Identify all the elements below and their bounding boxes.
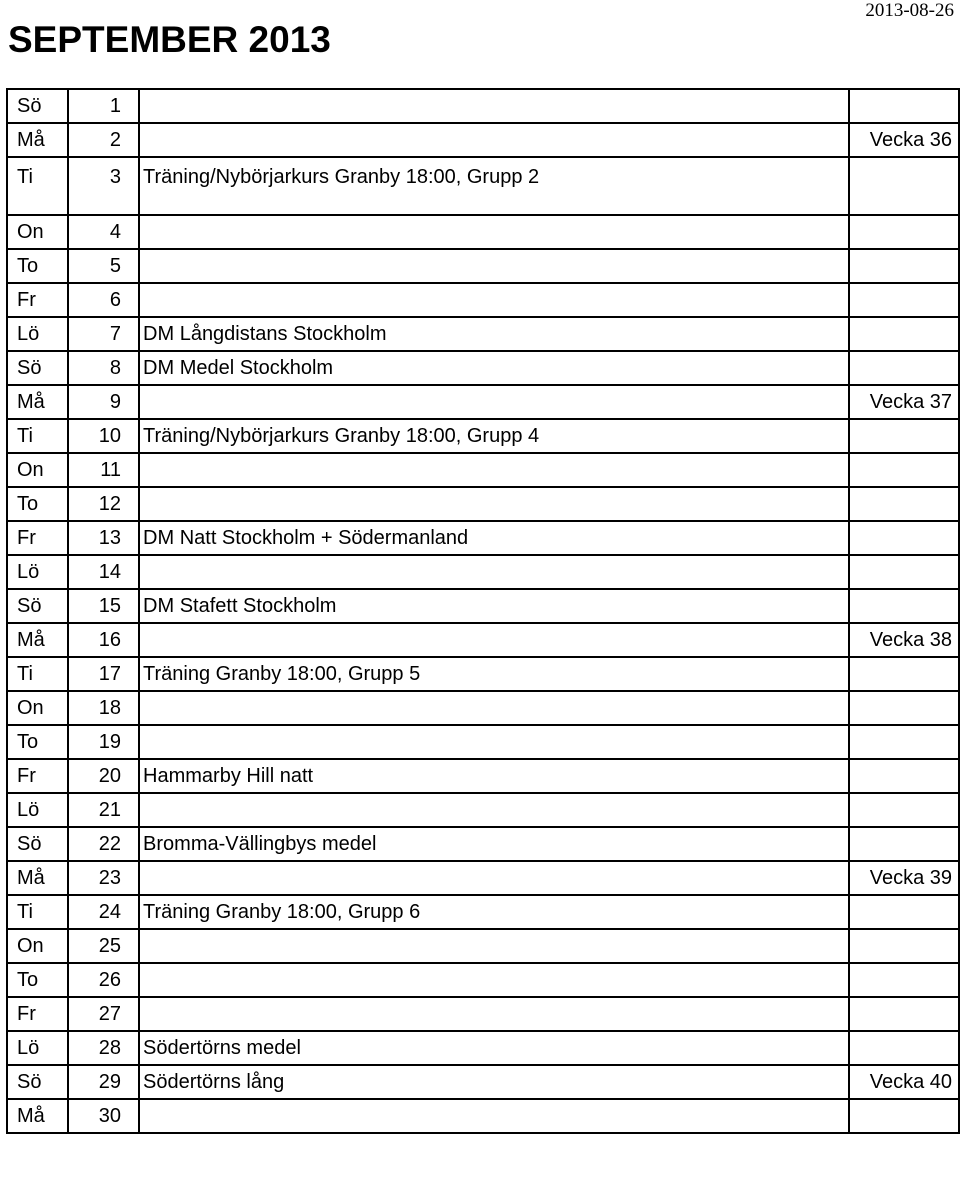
week-cell bbox=[849, 759, 959, 793]
calendar-row bbox=[7, 157, 959, 215]
day-name-cell: Fr bbox=[7, 759, 68, 793]
day-name-cell: Sö bbox=[7, 827, 68, 861]
event-cell: DM Natt Stockholm + Södermanland bbox=[139, 521, 848, 555]
event-cell bbox=[139, 385, 848, 419]
event-cell bbox=[139, 215, 848, 249]
week-cell bbox=[849, 453, 959, 487]
day-name-cell: Lö bbox=[7, 793, 68, 827]
event-cell bbox=[139, 89, 848, 123]
page-title: SEPTEMBER 2013 bbox=[8, 19, 331, 60]
calendar-row bbox=[7, 317, 959, 351]
day-name-cell: Lö bbox=[7, 1031, 68, 1065]
day-name-cell: Må bbox=[7, 1099, 68, 1133]
calendar-row bbox=[7, 521, 959, 555]
calendar-row bbox=[7, 725, 959, 759]
day-name-cell: Sö bbox=[7, 589, 68, 623]
calendar-row bbox=[7, 1065, 959, 1099]
day-number-cell: 21 bbox=[68, 793, 139, 827]
day-name-cell: Fr bbox=[7, 283, 68, 317]
event-cell: DM Långdistans Stockholm bbox=[139, 317, 848, 351]
calendar-row bbox=[7, 89, 959, 123]
event-cell: Träning/Nybörjarkurs Granby 18:00, Grupp 2 bbox=[139, 157, 848, 215]
calendar-row bbox=[7, 283, 959, 317]
event-cell bbox=[139, 123, 848, 157]
event-cell: Träning Granby 18:00, Grupp 5 bbox=[139, 657, 848, 691]
day-number-cell: 7 bbox=[68, 317, 139, 351]
day-number-cell: 5 bbox=[68, 249, 139, 283]
day-number-cell: 28 bbox=[68, 1031, 139, 1065]
day-number-cell: 10 bbox=[68, 419, 139, 453]
day-name-cell: To bbox=[7, 725, 68, 759]
week-cell bbox=[849, 1099, 959, 1133]
day-name-cell: Lö bbox=[7, 317, 68, 351]
day-name-cell: Sö bbox=[7, 89, 68, 123]
week-cell bbox=[849, 89, 959, 123]
day-name-cell: Ti bbox=[7, 157, 68, 215]
event-cell: Södertörns medel bbox=[139, 1031, 848, 1065]
week-cell: Vecka 36 bbox=[849, 123, 959, 157]
week-cell bbox=[849, 157, 959, 215]
calendar-body bbox=[7, 89, 959, 1133]
day-number-cell: 15 bbox=[68, 589, 139, 623]
day-name-cell: Fr bbox=[7, 521, 68, 555]
day-number-cell: 16 bbox=[68, 623, 139, 657]
calendar-row bbox=[7, 623, 959, 657]
week-cell bbox=[849, 351, 959, 385]
event-cell: DM Stafett Stockholm bbox=[139, 589, 848, 623]
event-cell: Bromma-Vällingbys medel bbox=[139, 827, 848, 861]
week-cell bbox=[849, 249, 959, 283]
day-number-cell: 22 bbox=[68, 827, 139, 861]
week-cell bbox=[849, 929, 959, 963]
event-cell bbox=[139, 963, 848, 997]
calendar-row bbox=[7, 385, 959, 419]
week-cell: Vecka 40 bbox=[849, 1065, 959, 1099]
day-name-cell: On bbox=[7, 215, 68, 249]
event-cell bbox=[139, 929, 848, 963]
event-cell bbox=[139, 487, 848, 521]
week-cell: Vecka 39 bbox=[849, 861, 959, 895]
calendar-row bbox=[7, 827, 959, 861]
week-cell bbox=[849, 691, 959, 725]
event-cell bbox=[139, 861, 848, 895]
event-cell bbox=[139, 725, 848, 759]
week-cell bbox=[849, 997, 959, 1031]
day-name-cell: Fr bbox=[7, 997, 68, 1031]
calendar-table bbox=[6, 88, 960, 1134]
day-name-cell: Sö bbox=[7, 1065, 68, 1099]
day-number-cell: 13 bbox=[68, 521, 139, 555]
calendar-row bbox=[7, 929, 959, 963]
day-number-cell: 14 bbox=[68, 555, 139, 589]
calendar-row bbox=[7, 861, 959, 895]
day-name-cell: Lö bbox=[7, 555, 68, 589]
event-cell bbox=[139, 283, 848, 317]
day-number-cell: 24 bbox=[68, 895, 139, 929]
day-name-cell: On bbox=[7, 453, 68, 487]
week-cell bbox=[849, 895, 959, 929]
day-number-cell: 17 bbox=[68, 657, 139, 691]
calendar-row bbox=[7, 123, 959, 157]
calendar-row bbox=[7, 759, 959, 793]
day-number-cell: 30 bbox=[68, 1099, 139, 1133]
calendar-row bbox=[7, 1031, 959, 1065]
day-name-cell: Ti bbox=[7, 895, 68, 929]
day-name-cell: Sö bbox=[7, 351, 68, 385]
week-cell: Vecka 38 bbox=[849, 623, 959, 657]
day-number-cell: 2 bbox=[68, 123, 139, 157]
week-cell bbox=[849, 963, 959, 997]
calendar-row bbox=[7, 997, 959, 1031]
day-number-cell: 25 bbox=[68, 929, 139, 963]
calendar-row bbox=[7, 555, 959, 589]
week-cell bbox=[849, 283, 959, 317]
day-number-cell: 18 bbox=[68, 691, 139, 725]
day-number-cell: 6 bbox=[68, 283, 139, 317]
calendar-row bbox=[7, 1099, 959, 1133]
day-name-cell: Må bbox=[7, 623, 68, 657]
day-number-cell: 3 bbox=[68, 157, 139, 215]
day-number-cell: 23 bbox=[68, 861, 139, 895]
event-cell bbox=[139, 691, 848, 725]
calendar-row bbox=[7, 963, 959, 997]
calendar-row bbox=[7, 589, 959, 623]
day-number-cell: 19 bbox=[68, 725, 139, 759]
day-name-cell: To bbox=[7, 487, 68, 521]
event-cell: DM Medel Stockholm bbox=[139, 351, 848, 385]
calendar-row bbox=[7, 487, 959, 521]
event-cell: Hammarby Hill natt bbox=[139, 759, 848, 793]
day-number-cell: 27 bbox=[68, 997, 139, 1031]
calendar-row bbox=[7, 249, 959, 283]
day-name-cell: Må bbox=[7, 861, 68, 895]
day-name-cell: To bbox=[7, 963, 68, 997]
day-name-cell: To bbox=[7, 249, 68, 283]
week-cell bbox=[849, 725, 959, 759]
event-cell bbox=[139, 1099, 848, 1133]
event-cell bbox=[139, 249, 848, 283]
week-cell bbox=[849, 317, 959, 351]
calendar-row bbox=[7, 419, 959, 453]
week-cell bbox=[849, 215, 959, 249]
week-cell: Vecka 37 bbox=[849, 385, 959, 419]
print-date: 2013-08-26 bbox=[865, 0, 954, 21]
calendar-row bbox=[7, 351, 959, 385]
event-cell bbox=[139, 623, 848, 657]
event-cell: Träning/Nybörjarkurs Granby 18:00, Grupp 4 bbox=[139, 419, 848, 453]
calendar-row bbox=[7, 453, 959, 487]
week-cell bbox=[849, 827, 959, 861]
calendar-row bbox=[7, 793, 959, 827]
event-cell bbox=[139, 453, 848, 487]
day-number-cell: 11 bbox=[68, 453, 139, 487]
day-number-cell: 8 bbox=[68, 351, 139, 385]
event-cell bbox=[139, 997, 848, 1031]
week-cell bbox=[849, 657, 959, 691]
week-cell bbox=[849, 487, 959, 521]
week-cell bbox=[849, 419, 959, 453]
day-number-cell: 29 bbox=[68, 1065, 139, 1099]
day-number-cell: 9 bbox=[68, 385, 139, 419]
week-cell bbox=[849, 793, 959, 827]
day-name-cell: On bbox=[7, 691, 68, 725]
day-name-cell: Må bbox=[7, 385, 68, 419]
week-cell bbox=[849, 555, 959, 589]
day-name-cell: Må bbox=[7, 123, 68, 157]
event-cell bbox=[139, 555, 848, 589]
day-number-cell: 20 bbox=[68, 759, 139, 793]
day-name-cell: Ti bbox=[7, 419, 68, 453]
event-cell: Södertörns lång bbox=[139, 1065, 848, 1099]
week-cell bbox=[849, 1031, 959, 1065]
day-name-cell: Ti bbox=[7, 657, 68, 691]
day-number-cell: 4 bbox=[68, 215, 139, 249]
day-number-cell: 26 bbox=[68, 963, 139, 997]
week-cell bbox=[849, 521, 959, 555]
calendar-row bbox=[7, 215, 959, 249]
event-cell: Träning Granby 18:00, Grupp 6 bbox=[139, 895, 848, 929]
week-cell bbox=[849, 589, 959, 623]
calendar-row bbox=[7, 691, 959, 725]
day-number-cell: 1 bbox=[68, 89, 139, 123]
day-number-cell: 12 bbox=[68, 487, 139, 521]
event-cell bbox=[139, 793, 848, 827]
calendar-row bbox=[7, 657, 959, 691]
calendar-row bbox=[7, 895, 959, 929]
day-name-cell: On bbox=[7, 929, 68, 963]
